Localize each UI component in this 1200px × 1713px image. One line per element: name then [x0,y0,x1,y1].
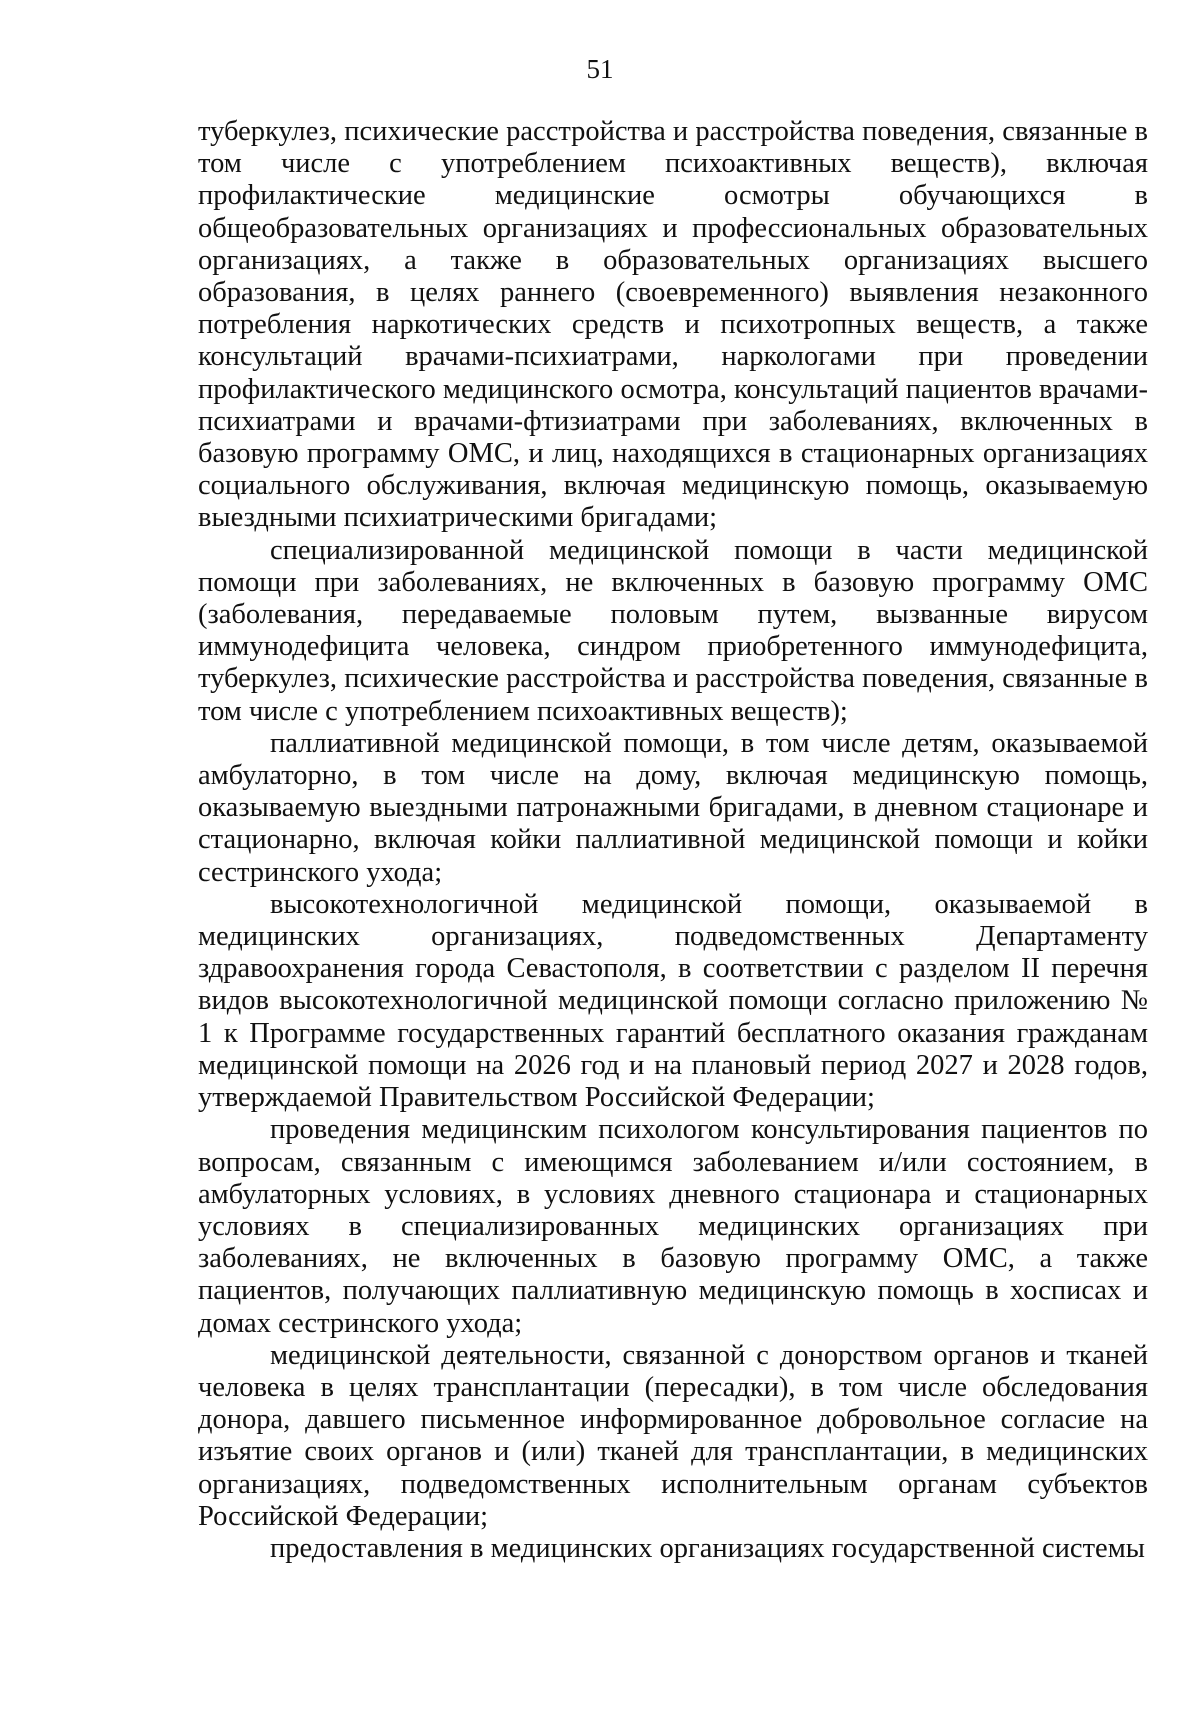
paragraph-1: туберкулез, психические расстройства и расстройства поведения, связанные в том числе с употреблением психоактивных веществ), включая профилактические медицинские осмотры обучающихся в общеобразовательных организациях и профессиональных образовательных организациях, а также в образовательных организациях высшего образования, в целях раннего (своевременного) выявления незаконного потребления наркотических средств и психотропных веществ, а также консультаций врачами-психиатрами, наркологами при проведении профилактического медицинского осмотра, консультаций пациентов врачами-психиатрами и врачами-фтизиатрами при заболеваниях, включенных в базовую программу ОМС, и лиц, находящихся в стационарных организациях социального обслуживания, включая медицинскую помощь, оказываемую выездными психиатрическими бригадами; [198,116,1148,534]
document-body [198,116,1148,1565]
paragraph-5: проведения медицинским психологом консультирования пациентов по вопросам, связанным с имеющимся заболеванием и/или состоянием, в амбулаторных условиях, в условиях дневного стационара и стационарных условиях в специализированных медицинских организациях при заболеваниях, не включенных в базовую программу ОМС, а также пациентов, получающих паллиативную медицинскую помощь в хосписах и домах сестринского ухода; [198,1114,1148,1339]
paragraph-2: специализированной медицинской помощи в части медицинской помощи при заболеваниях, не включенных в базовую программу ОМС (заболевания, передаваемые половым путем, вызванные вирусом иммунодефицита человека, синдром приобретенного иммунодефицита, туберкулез, психические расстройства и расстройства поведения, связанные в том числе с употреблением психоактивных веществ); [198,534,1148,727]
paragraph-6: медицинской деятельности, связанной с донорством органов и тканей человека в целях трансплантации (пересадки), в том числе обследования донора, давшего письменное информированное добровольное согласие на изъятие своих органов и (или) тканей для трансплантации, в медицинских организациях, подведомственных исполнительным органам субъектов Российской Федерации; [198,1339,1148,1532]
paragraph-3: паллиативной медицинской помощи, в том числе детям, оказываемой амбулаторно, в том числе на дому, включая медицинскую помощь, оказываемую выездными патронажными бригадами, в дневном стационаре и стационарно, включая койки паллиативной медицинской помощи и койки сестринского ухода; [198,727,1148,888]
paragraph-4: высокотехнологичной медицинской помощи, оказываемой в медицинских организациях, подведомственных Департаменту здравоохранения города Севастополя, в соответствии с разделом II перечня видов высокотехнологичной медицинской помощи согласно приложению № 1 к Программе государственных гарантий бесплатного оказания гражданам медицинской помощи на 2026 год и на плановый период 2027 и 2028 годов, утверждаемой Правительством Российской Федерации; [198,888,1148,1114]
page-number: 51 [586,54,614,84]
paragraph-7: предоставления в медицинских организациях государственной системы [270,1532,1145,1564]
